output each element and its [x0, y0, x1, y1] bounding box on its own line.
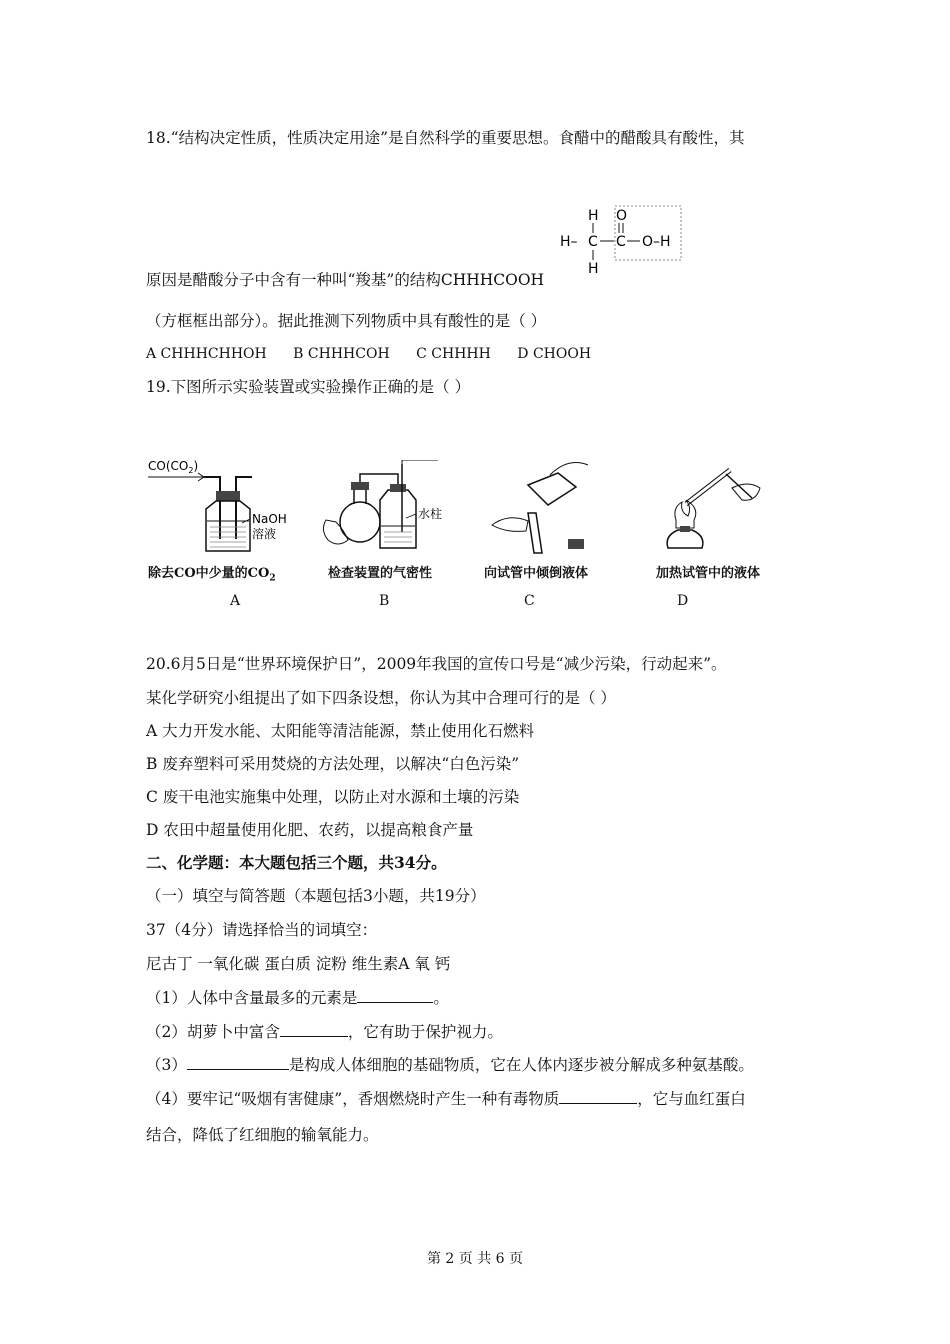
figure-b-letter: B	[379, 593, 390, 609]
q37-part2: （2）胡萝卜中富含 ，它有助于保护视力。	[146, 1023, 503, 1041]
c2: C	[616, 234, 626, 250]
blank-4[interactable]	[559, 1089, 637, 1104]
o-top: O	[616, 208, 628, 224]
q18-option-d: D CHOOH	[517, 346, 592, 362]
h-left: H–	[560, 234, 578, 250]
figure-c-caption: 向试管中倾倒液体	[484, 566, 589, 581]
figure-a-caption: 除去CO中少量的$CO_2$	[148, 566, 276, 584]
q20-option-b: B 废弃塑料可采用焚烧的方法处理，以解决“白色污染”	[146, 755, 520, 773]
h-top: H	[588, 208, 599, 224]
q20-option-c: C 废干电池实施集中处理，以防止对水源和土壤的污染	[146, 788, 520, 806]
svg-text:CO(CO2): $CO(CO_2)$	[148, 459, 199, 475]
figure-d-caption: 加热试管中的液体	[656, 566, 761, 581]
naoh-label: NaOH	[252, 512, 287, 526]
q37-part4: （4）要牢记“吸烟有害健康”，香烟燃烧时产生一种有毒物质 ，它与血红蛋白	[146, 1090, 746, 1108]
q18-option-c: C CHHHH	[416, 346, 491, 362]
q37-part1: （1）人体中含量最多的元素是 。	[146, 989, 449, 1007]
q18-option-a: A CHHHCHHOH	[146, 346, 267, 362]
figure-c-pouring-liquid	[488, 455, 598, 555]
q20-line2: 某化学研究小组提出了如下四条设想，你认为其中合理可行的是（ ）	[146, 689, 616, 707]
c1: C	[588, 234, 598, 250]
figure-a-letter: A	[230, 593, 241, 609]
q19-stem: 19.下图所示实验装置或实验操作正确的是（ ）	[146, 378, 471, 396]
figure-d-heating-test-tube	[656, 458, 776, 558]
q20-option-a: A 大力开发水能、太阳能等清洁能源，禁止使用化石燃料	[146, 722, 535, 740]
figure-d-letter: D	[677, 593, 689, 609]
h-bottom: H	[588, 261, 599, 277]
figure-c-letter: C	[524, 593, 535, 609]
section2-heading: 二、化学题：本大题包括三个题，共34分。	[146, 853, 447, 872]
q18-options	[146, 344, 613, 364]
acetic-acid-structure	[556, 203, 686, 279]
q18-line3: （方框框出部分）。据此推测下列物质中具有酸性的是（ ）	[146, 312, 547, 330]
q37-part4-cont: 结合，降低了红细胞的输氧能力。	[146, 1126, 379, 1144]
figure-b-caption: 检查装置的气密性	[328, 566, 433, 581]
water-column-label: 水柱	[418, 507, 443, 521]
section2-sub: （一）填空与简答题（本题包括3小题，共19分）	[146, 887, 486, 905]
page-footer: 第 2 页 共 6 页	[426, 1251, 524, 1267]
q18-line2: 原因是醋酸分子中含有一种叫“羧基”的结构CHHHCOOH	[146, 271, 545, 289]
q37-word-bank: 尼古丁 一氧化碳 蛋白质 淀粉 维生素A 氧 钙	[146, 955, 451, 973]
oh: O–H	[642, 234, 671, 250]
blank-3[interactable]	[187, 1055, 289, 1070]
q37-stem: 37（4分）请选择恰当的词填空：	[146, 921, 378, 939]
q20-line1: 20.6月5日是“世界环境保护日”，2009年我国的宣传口号是“减少污染，行动起来”。	[146, 655, 727, 673]
q18-option-b: B CHHHCOH	[293, 346, 390, 362]
q37-part3: （3） 是构成人体细胞的基础物质，它在人体内逐步被分解成多种氨基酸。	[146, 1056, 754, 1074]
solution-label: 溶液	[252, 527, 277, 541]
figure-b-airtightness-check	[318, 460, 448, 555]
blank-1[interactable]	[357, 988, 433, 1003]
q20-option-d: D 农田中超量使用化肥、农药，以提高粮食产量	[146, 821, 474, 839]
blank-2[interactable]	[280, 1022, 348, 1037]
figure-a-gas-washing-bottle	[146, 455, 306, 555]
q18-line1: 18.“结构决定性质，性质决定用途”是自然科学的重要思想。食醋中的醋酸具有酸性，其	[146, 129, 745, 147]
